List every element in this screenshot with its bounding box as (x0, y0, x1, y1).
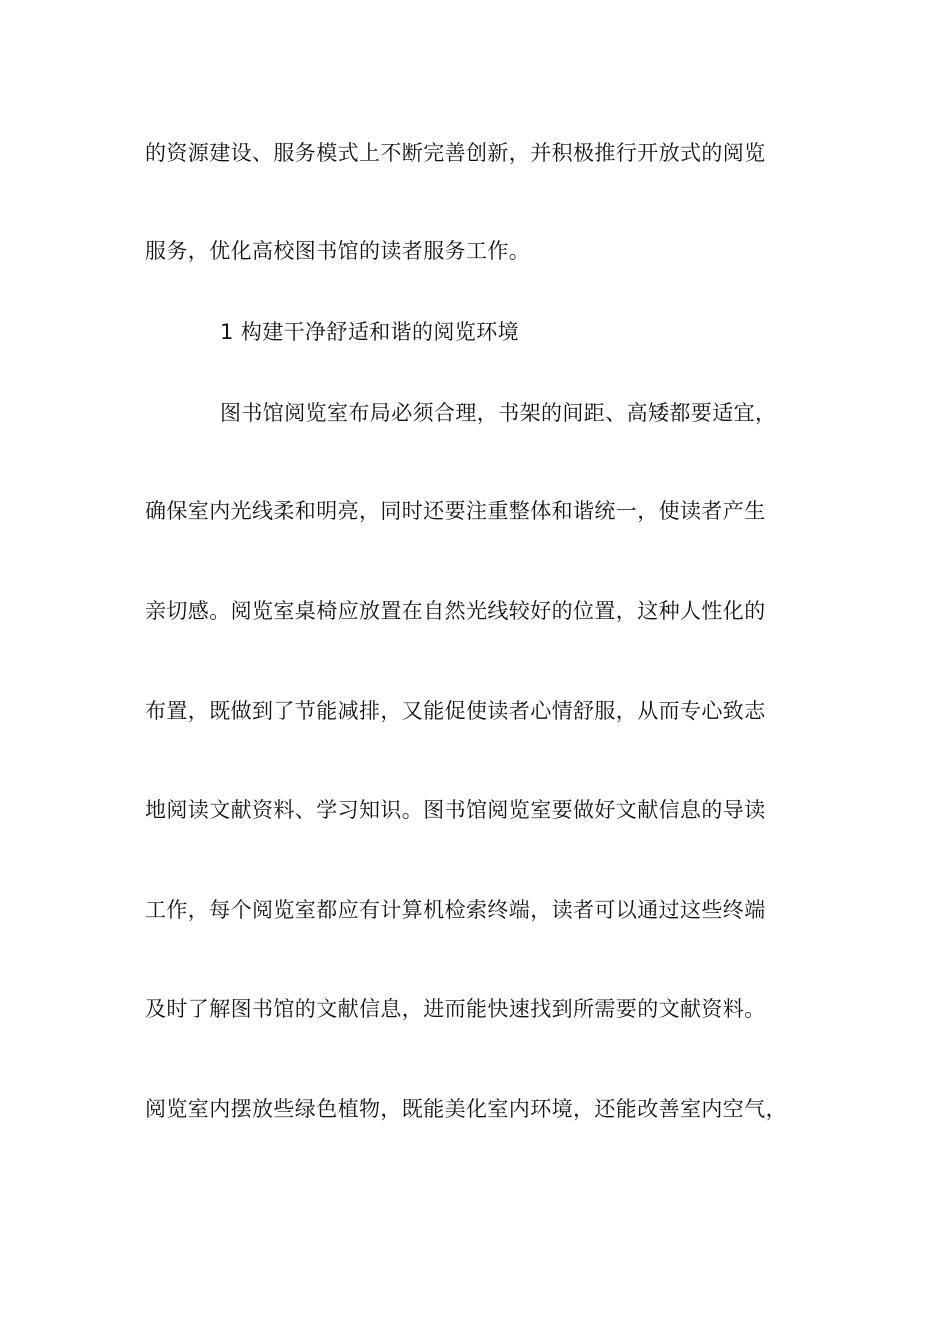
body-text-line: 服务，优化高校图书馆的读者服务工作。 (145, 239, 531, 263)
section-heading: 1 构建干净舒适和谐的阅览环境 (220, 320, 520, 344)
body-text-line: 亲切感。阅览室桌椅应放置在自然光线较好的位置，这种人性化的 (145, 599, 766, 623)
paragraph-first-line: 图书馆阅览室布局必须合理，书架的间距、高矮都要适宜， (220, 401, 777, 425)
body-text-line: 地阅读文献资料、学习知识。图书馆阅览室要做好文献信息的导读 (145, 798, 766, 822)
body-text-line: 工作，每个阅览室都应有计算机检索终端，读者可以通过这些终端 (145, 898, 766, 922)
body-text-line: 及时了解图书馆的文献信息，进而能快速找到所需要的文献资料。 (145, 997, 766, 1021)
body-text-line: 的资源建设、服务模式上不断完善创新，并积极推行开放式的阅览 (145, 141, 766, 165)
body-text-line: 布置，既做到了节能减排，又能促使读者心情舒服，从而专心致志 (145, 699, 766, 723)
body-text-line: 阅览室内摆放些绿色植物，既能美化室内环境，还能改善室内空气， (145, 1097, 787, 1121)
body-text-line: 确保室内光线柔和明亮，同时还要注重整体和谐统一，使读者产生 (145, 499, 766, 523)
